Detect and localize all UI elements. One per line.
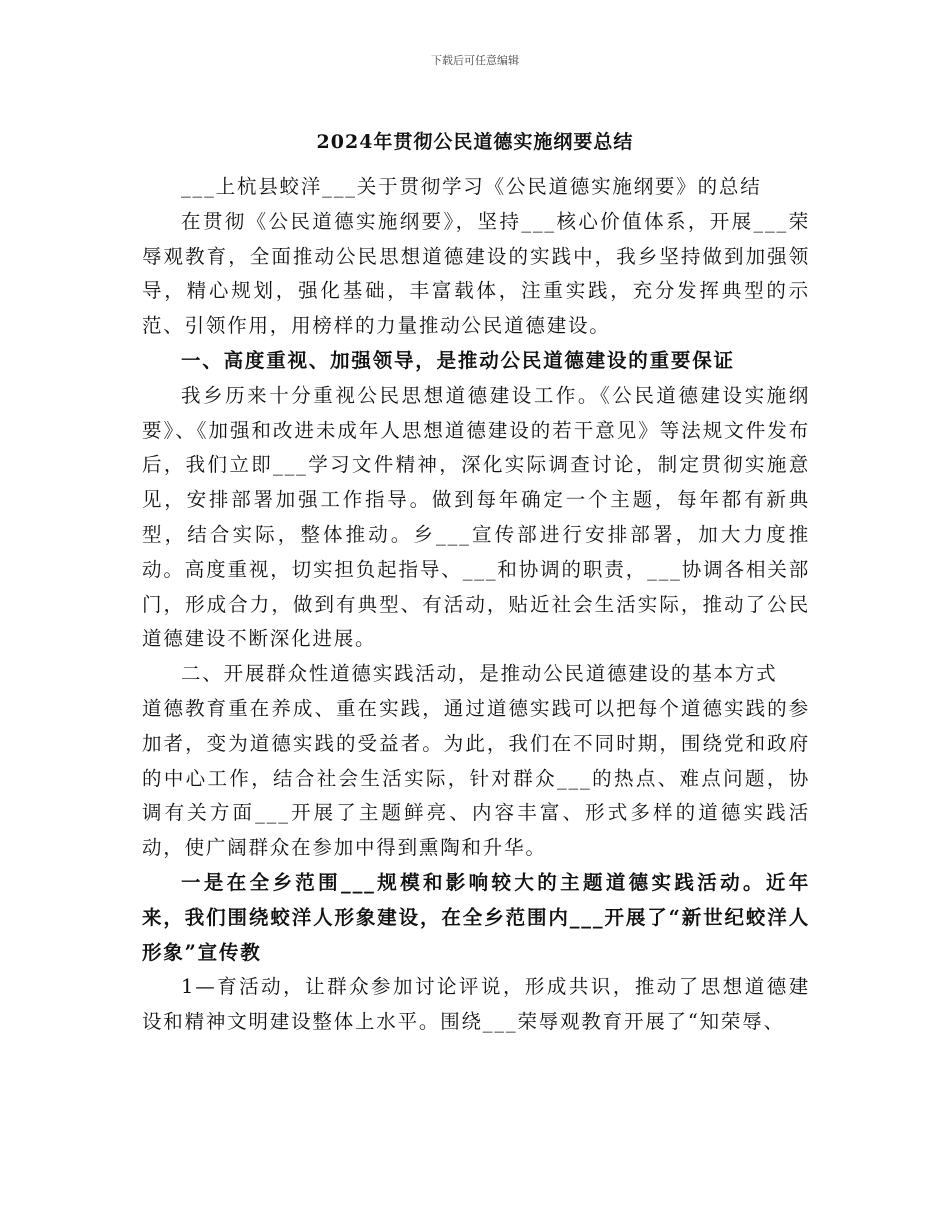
paragraph-point-1-cont: 1—育活动，让群众参加讨论评说，形成共识，推动了思想道德建设和精神文明建设整体上水平。围绕___荣辱观教育开展了“知荣辱、 [142,975,810,1034]
page-header-note: 下载后可任意编辑 [431,54,519,67]
paragraph-intro: 在贯彻《公民道德实施纲要》，坚持___核心价值体系，开展___荣辱观教育，全面推动公民思想道德建设的实践中，我乡坚持做到加强领导，精心规划，强化基础，丰富载体，注重实践，充分发挥典型的示范、引领作用，用榜样的力量推动公民道德建设。 [142,209,810,338]
paragraph-section-2: 道德教育重在养成、重在实践，通过道德实践可以把每个道德实践的参加者，变为道德实践的受益者。为此，我们在不同时期，围绕党和政府的中心工作，结合社会生活实际，针对群众___的热点、难点问题，协调有关方面___开展了主题鲜亮、内容丰富、形式多样的道德实践活动，使广阔群众在参加中得到熏陶和升华。 [142,696,810,860]
paragraph-point-1: 一是在全乡范围___规模和影响较大的主题道德实践活动。近年来，我们围绕蛟洋人形象建设，在全乡范围内___开展了“新世纪蛟洋人形象”宣传教 [142,870,810,964]
paragraph-section-1: 我乡历来十分重视公民思想道德建设工作。《公民道德建设实施纲要》、《加强和改进未成年人思想道德建设的若干意见》等法规文件发布后，我们立即___学习文件精神，深化实际调查讨论，制定贯彻实施意见，安排部署加强工作指导。做到每年确定一个主题，每年都有新典型，结合实际，整体推动。乡___宣传部进行安排部署，加大力度推动。高度重视，切实担负起指导、___和协调的职责，___协调各相关部门，形成合力，做到有典型、有活动，贴近社会生活实际，推动了公民道德建设不断深化进展。 [142,383,810,651]
paragraph-subtitle: ___上杭县蛟洋___关于贯彻学习《公民道德实施纲要》的总结 [181,175,762,198]
section-heading-1: 一、高度重视、加强领导，是推动公民道德建设的重要保证 [181,348,735,372]
section-heading-2: 二、开展群众性道德实践活动，是推动公民道德建设的基本方式 [181,662,778,686]
document-body [142,170,810,1040]
document-title: 2024年贯彻公民道德实施纲要总结 [316,131,634,153]
